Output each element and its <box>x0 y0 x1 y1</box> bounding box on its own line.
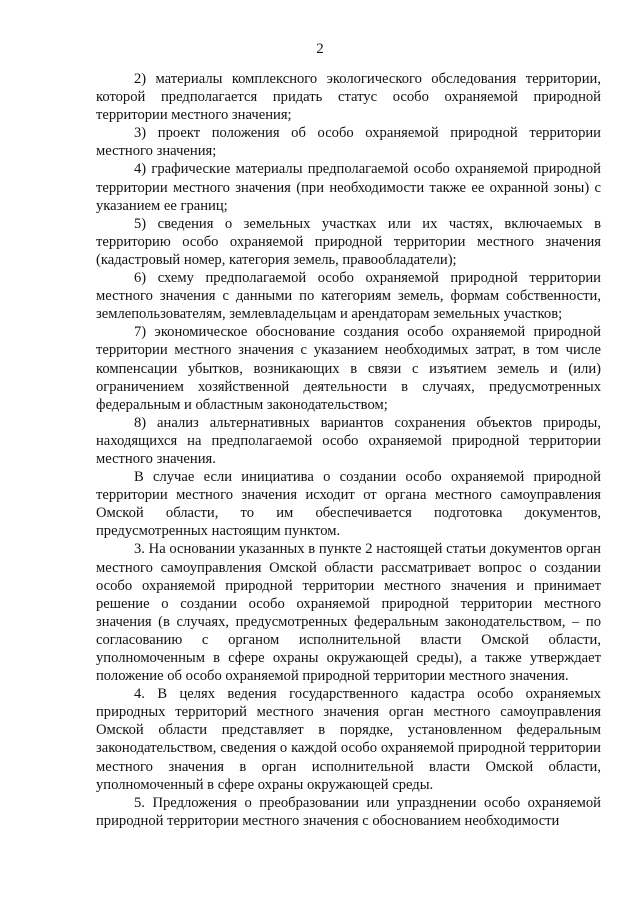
paragraph-section-4: 4. В целях ведения государственного кадастра особо охраняемых природных территорий местного значения орган местного самоуправления Омской области представляет в порядке, установленном федеральным законодательством, сведения о каждой особо охраняемой природной территории местного значения в орган исполнительной власти Омской области, уполномоченный в сфере охраны окружающей среды. <box>96 686 601 793</box>
paragraph-item-6: 6) схему предполагаемой особо охраняемой природной территории местного значения с данными по категориям земель, формам собственности, землепользователям, землевладельцам и арендаторам земельных участков; <box>96 270 601 323</box>
page-number: 2 <box>316 41 324 57</box>
paragraph-section-3: 3. На основании указанных в пункте 2 настоящей статьи документов орган местного самоуправления Омской области рассматривает вопрос о создании особо охраняемой природной территории местного значения и принимает решение о создании особо охраняемой природной территории местного значения (в случаях, предусмотренных федеральным законодательством, – по согласованию с органом исполнительной власти Омской области, уполномоченным в сфере охраны окружающей среды), а также утверждает положение об особо охраняемой природной территории местного значения. <box>96 541 601 685</box>
paragraph-item-4: 4) графические материалы предполагаемой особо охраняемой природной территории местного значения (при необходимости также ее охранной зоны) с указанием ее границ; <box>96 161 601 214</box>
paragraph-item-5: 5) сведения о земельных участках или их частях, включаемых в территорию особо охраняемой природной территории местного значения (кадастровый номер, категория земель, правообладатели); <box>96 215 601 268</box>
document-body <box>96 70 601 830</box>
paragraph-initiative: В случае если инициатива о создании особо охраняемой природной территории местного значения исходит от органа местного самоуправления Омской области, то им обеспечивается подготовка документов, предусмотренных настоящим пунктом. <box>96 469 601 540</box>
paragraph-section-5: 5. Предложения о преобразовании или упразднении особо охраняемой природной территории местного значения с обоснованием необходимости <box>96 794 601 829</box>
paragraph-item-3: 3) проект положения об особо охраняемой природной территории местного значения; <box>96 125 601 160</box>
paragraph-item-2: 2) материалы комплексного экологического обследования территории, которой предполагается придать статус особо охраняемой природной территории местного значения; <box>96 71 601 124</box>
paragraph-item-8: 8) анализ альтернативных вариантов сохранения объектов природы, находящихся на предполагаемой особо охраняемой природной территории местного значения. <box>96 414 601 467</box>
paragraph-item-7: 7) экономическое обоснование создания особо охраняемой природной территории местного значения с указанием необходимых затрат, в том числе компенсации убытков, возникающих в связи с изъятием земель и (или) ограничением хозяйственной деятельности в случаях, предусмотренных федеральным и областным законодательством; <box>96 324 601 413</box>
